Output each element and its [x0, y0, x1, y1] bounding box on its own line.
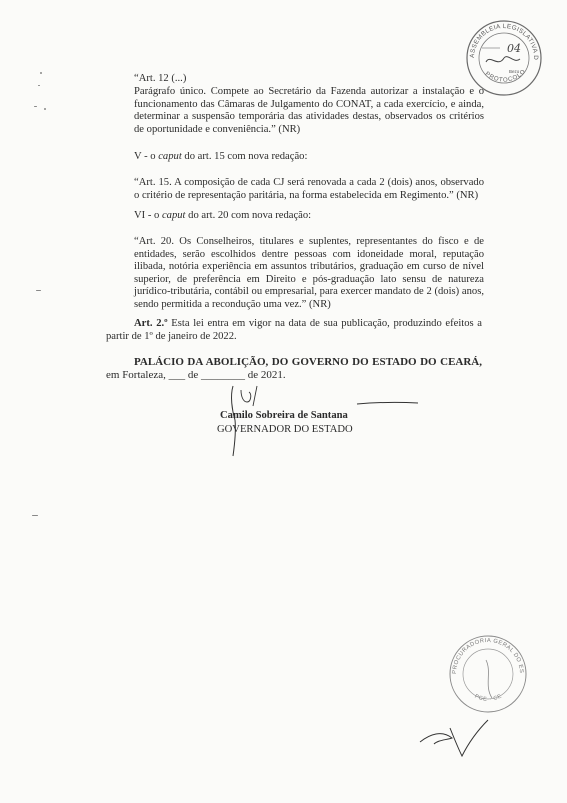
art2-paragraph: [106, 318, 482, 343]
item-vi-prefix: VI - o: [134, 210, 162, 221]
assembly-stamp-ring-text: ASSEMBLEIA LEGISLATIVA DO CEARÁ: [461, 13, 540, 61]
signature-name: [220, 410, 348, 423]
item-vi-caput: caput: [161, 210, 186, 221]
svg-text:PGE · CE: [474, 693, 504, 702]
item-v-prefix: V - o: [134, 151, 159, 162]
closing-palace: PALÁCIO DA ABOLIÇÃO, DO GOVERNO DO ESTADO DO CEARÁ,: [134, 356, 482, 368]
art2-label: Art. 2.º: [134, 318, 168, 329]
art15-text: “Art. 15. A composição de cada CJ será renovada a cada 2 (dois) anos, observado o critério de representação paritária, na forma estabelecida em Regimento.” (NR): [134, 177, 484, 201]
assembly-stamp-number: 04: [507, 42, 521, 55]
item-v-suffix: do art. 15 com nova redação:: [181, 151, 308, 162]
signature-name-text: Camilo Sobreira de Santana: [220, 410, 348, 421]
assembly-stamp-small-text: Bezo: [509, 69, 520, 74]
svg-text:ASSEMBLEIA LEGISLATIVA DO CEAR: [461, 11, 539, 60]
item-vi-suffix: do art. 20 com nova redação:: [185, 210, 312, 221]
signature-title: [217, 424, 353, 437]
art12-paragraph: Parágrafo único. Compete ao Secretário da Fazenda autorizar a instalação e o funcionamento das Câmaras de Julgamento do CONAT, a cada exercício, e ainda, determinar a suspensão temporária das atividades destas, observados os critérios de oportunidade e conveniência.” (NR): [134, 86, 484, 135]
art12-heading: “Art. 12 (...): [134, 73, 187, 84]
item-vi-intro: [134, 210, 311, 223]
item-v-caput: caput: [158, 151, 182, 162]
art20-text: “Art. 20. Os Conselheiros, titulares e suplentes, representantes do fisco e de entidades, serão escolhidos dentre pessoas com idoneidade moral, reputação ilibada, notória experiência em assuntos tributários, graduação em curso de nível superior, de preferência em Direito e pós-graduação lato sensu de natureza jurídico-tributária, contábil ou empresarial, para exercer mandato de 2 (dois) anos, sendo permitida a recondução uma vez.” (NR): [134, 236, 484, 310]
pge-stamp-ring-text: PROCURADORIA GERAL DO ESTADO: [443, 628, 525, 675]
closing-rest: em Fortaleza, ___ de ________ de 2021.: [106, 368, 286, 381]
art2-text: Esta lei entra em vigor na data de sua publicação, produzindo efeitos a partir de 1º de janeiro de 2022.: [106, 318, 483, 342]
svg-text:PROTOCOLO: [484, 69, 527, 84]
closing-paragraph: [106, 356, 482, 381]
initials-signature: [416, 714, 496, 764]
pge-stamp: [443, 628, 530, 716]
item-v-intro: [134, 151, 307, 164]
signature-title-text: GOVERNADOR DO ESTADO: [217, 424, 353, 435]
pge-stamp-bottom-text: PGE · CE: [473, 693, 504, 703]
assembly-stamp-bottom-text: PROTOCOLO: [483, 68, 528, 84]
